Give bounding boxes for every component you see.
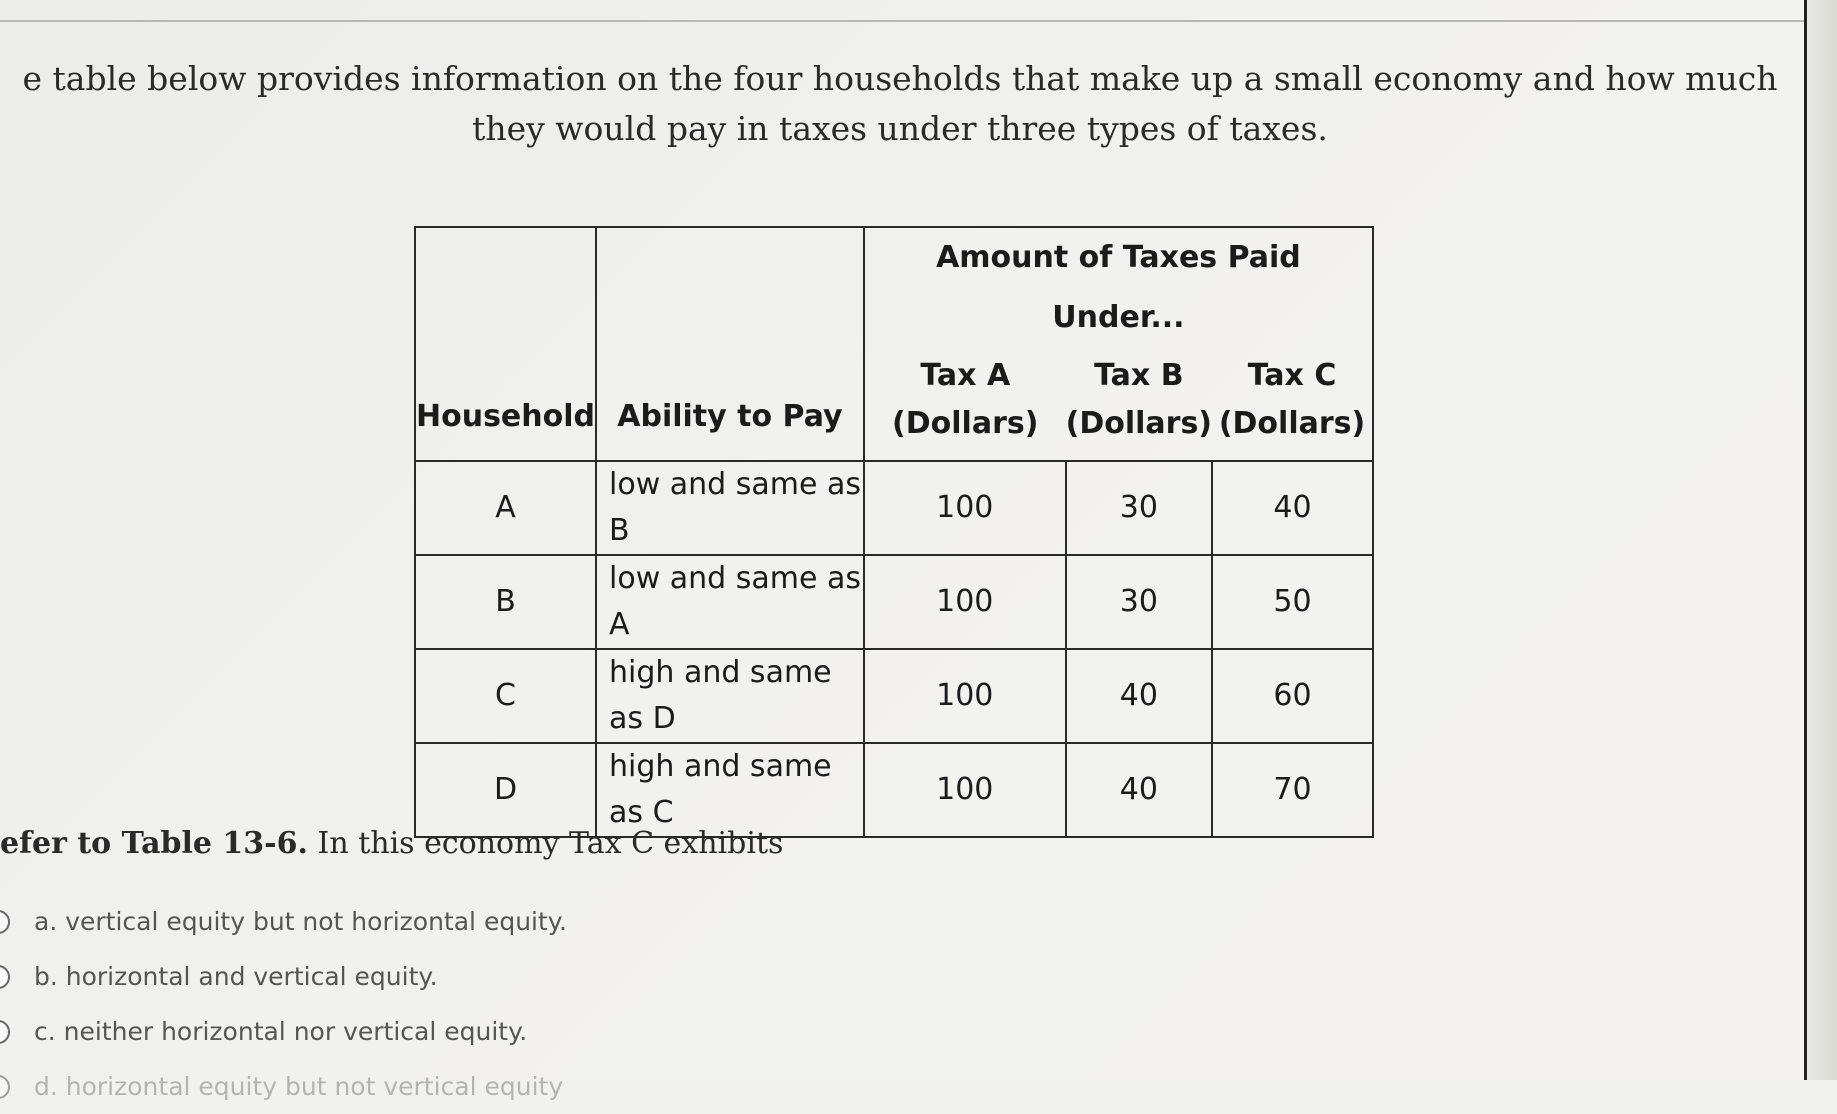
header-tax-b-unit: (Dollars): [1066, 404, 1212, 461]
option-label: a. vertical equity but not horizontal equity.: [34, 907, 567, 936]
household-tax-table: [414, 226, 1374, 838]
header-tax-b: Tax B: [1094, 358, 1184, 393]
cell-tax-a: 100: [864, 649, 1066, 743]
cell-tax-b: 30: [1066, 461, 1212, 555]
radio-button[interactable]: [0, 1020, 10, 1044]
option-label: d. horizontal equity but not vertical equity: [34, 1072, 564, 1101]
cell-tax-b: 40: [1066, 649, 1212, 743]
header-tax-c: Tax C: [1212, 348, 1373, 404]
cell-tax-c: 60: [1212, 649, 1373, 743]
radio-button[interactable]: [0, 1075, 10, 1099]
header-tax-a: Tax A: [864, 348, 1066, 404]
cell-tax-c: 40: [1212, 461, 1373, 555]
question-stem: In this economy Tax C exhibits: [307, 826, 784, 861]
radio-button[interactable]: [0, 910, 10, 934]
cell-tax-c: 70: [1212, 743, 1373, 837]
cell-ability: high and same as D: [596, 649, 864, 743]
radio-button[interactable]: [0, 965, 10, 989]
header-tax-c-unit: (Dollars): [1212, 404, 1373, 461]
cell-tax-b: 40: [1066, 743, 1212, 837]
cell-household: D: [415, 743, 596, 837]
question-text: [0, 826, 783, 861]
cell-household: A: [415, 461, 596, 555]
header-tax-a-unit: (Dollars): [864, 404, 1066, 461]
cell-tax-a: 100: [864, 743, 1066, 837]
intro-paragraph: e table below provides information on the four households that make up a small economy and how much they would pay in taxes under three types of taxes.: [22, 59, 1778, 148]
cell-tax-b: 30: [1066, 555, 1212, 649]
monitor-edge: [1804, 0, 1807, 1080]
cell-tax-a: 100: [864, 555, 1066, 649]
table-row: [415, 649, 1373, 743]
cell-tax-a: 100: [864, 461, 1066, 555]
table-row: [415, 743, 1373, 837]
option-a[interactable]: [0, 894, 567, 949]
cell-ability: high and same as C: [596, 743, 864, 837]
answer-options: [0, 894, 567, 1114]
header-amount-of-taxes: Amount of Taxes Paid Under...: [864, 227, 1373, 348]
cell-tax-c: 50: [1212, 555, 1373, 649]
option-label: b. horizontal and vertical equity.: [34, 962, 438, 991]
top-divider: [0, 20, 1837, 22]
cell-ability: low and same as A: [596, 555, 864, 649]
cell-household: B: [415, 555, 596, 649]
option-d[interactable]: [0, 1059, 567, 1114]
option-label: c. neither horizontal nor vertical equity.: [34, 1017, 528, 1046]
cell-ability: low and same as B: [596, 461, 864, 555]
option-b[interactable]: [0, 949, 567, 1004]
monitor-bezel: [1807, 0, 1837, 1080]
table-row: [415, 555, 1373, 649]
cell-household: C: [415, 649, 596, 743]
header-ability-to-pay: Ability to Pay: [596, 227, 864, 461]
table-row: [415, 461, 1373, 555]
header-household: Household: [415, 227, 596, 461]
option-c[interactable]: [0, 1004, 567, 1059]
question-reference: efer to Table 13-6.: [0, 826, 308, 861]
